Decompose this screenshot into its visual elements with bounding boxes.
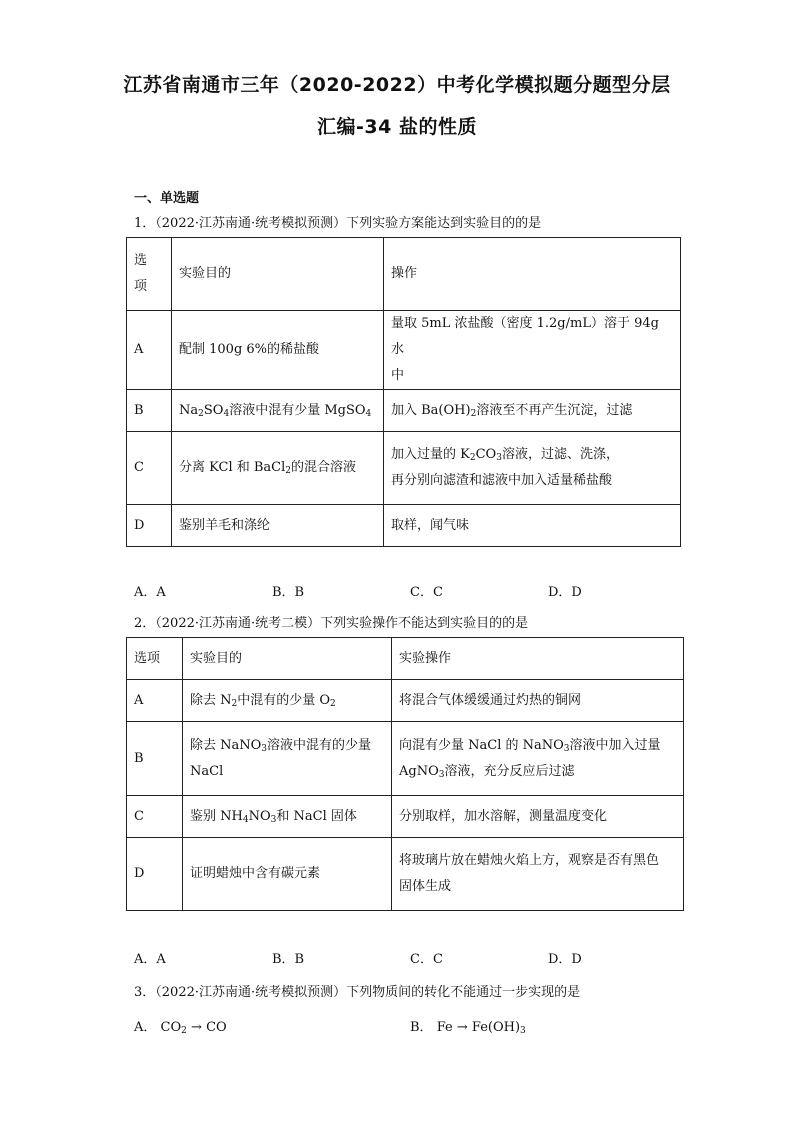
row-option: A: [127, 311, 172, 390]
row-goal: [183, 722, 392, 796]
row-operation: [384, 432, 681, 505]
arrow-icon: →: [456, 1020, 468, 1035]
row-goal: 配制 100g 6%的稀盐酸: [172, 311, 384, 390]
row-option: B: [127, 390, 172, 432]
header-operation: 操作: [384, 238, 681, 311]
choice-c[interactable]: C．C: [410, 952, 443, 967]
row-goal: 鉴别羊毛和涤纶: [172, 505, 384, 547]
table-row: [127, 432, 681, 505]
row-operation-line2: 固体生成: [399, 879, 452, 894]
header-option-line1: 选: [134, 253, 148, 268]
row-option: C: [127, 432, 172, 505]
table-row: [127, 838, 684, 911]
question-2-table: [126, 637, 684, 911]
header-option: 选项: [127, 638, 183, 680]
page-title-line2: 汇编-34 盐的性质: [317, 116, 477, 138]
row-option: D: [127, 838, 183, 911]
question-2-stem: 2．（2022·江苏南通·统考二模）下列实验操作不能达到实验目的的是: [134, 616, 529, 631]
row-option: A: [127, 680, 183, 722]
row-operation-line1: 向混有少量 NaCl 的 NaNO$_3$溶液中加入过量: [399, 737, 661, 754]
row-operation: 分别取样，加水溶解，测量温度变化: [392, 796, 684, 838]
table-row: [127, 722, 684, 796]
header-option-line2: 项: [134, 279, 148, 294]
question-3-stem: 3．（2022·江苏南通·统考模拟预测）下列物质间的转化不能通过一步实现的是: [134, 985, 581, 1000]
question-3-option-b[interactable]: B． $Fe \to Fe(OH)_3$: [410, 1020, 526, 1036]
header-goal: 实验目的: [183, 638, 392, 680]
page-title-line1: 江苏省南通市三年（2020-2022）中考化学模拟题分题型分层: [123, 74, 671, 96]
row-goal-line1: 除去 NaNO$_3$溶液中混有的少量: [190, 737, 372, 754]
table-row: [127, 505, 681, 547]
row-operation-line1: 将玻璃片放在蜡烛火焰上方，观察是否有黑色: [399, 853, 660, 868]
row-goal: $Na_2SO_4$溶液中混有少量 MgSO$_4$: [172, 390, 384, 432]
table-header-row: [127, 638, 684, 680]
header-option: [127, 238, 172, 311]
row-goal: 鉴别 $NH_4NO_3$和 NaCl 固体: [183, 796, 392, 838]
header-operation: 实验操作: [392, 638, 684, 680]
choice-a[interactable]: A．A: [134, 585, 166, 600]
table-row: [127, 311, 681, 390]
row-operation: [392, 838, 684, 911]
row-goal: 分离 KCl 和 BaCl$_2$的混合溶液: [172, 432, 384, 505]
choice-b[interactable]: B．B: [272, 952, 305, 967]
choice-c[interactable]: C．C: [410, 585, 443, 600]
row-operation-line1: 量取 5mL 浓盐酸（密度 1.2g/mL）溶于 94g 水: [391, 316, 659, 357]
row-operation: [392, 722, 684, 796]
row-operation: 将混合气体缓缓通过灼热的铜网: [392, 680, 684, 722]
row-goal: 除去 $N_2$中混有的少量 $O_2$: [183, 680, 392, 722]
table-row: [127, 390, 681, 432]
row-operation: 加入 $Ba(OH)_2$溶液至不再产生沉淀，过滤: [384, 390, 681, 432]
table-row: [127, 796, 684, 838]
choice-b[interactable]: B．B: [272, 585, 305, 600]
table-row: [127, 680, 684, 722]
row-option: C: [127, 796, 183, 838]
row-operation-line2: 再分别向滤渣和滤液中加入适量稀盐酸: [391, 473, 613, 488]
row-operation: 取样，闻气味: [384, 505, 681, 547]
row-operation: [384, 311, 681, 390]
choice-a[interactable]: A．A: [134, 952, 166, 967]
row-option: D: [127, 505, 172, 547]
row-operation-line2: AgNO$_3$溶液，充分反应后过滤: [399, 763, 575, 780]
question-1-stem: 1．（2022·江苏南通·统考模拟预测）下列实验方案能达到实验目的的是: [134, 216, 542, 231]
choice-d[interactable]: D．D: [548, 585, 582, 600]
row-option: B: [127, 722, 183, 796]
row-operation-line1: 加入过量的 $K_2CO_3$溶液，过滤、洗涤，: [391, 447, 619, 463]
question-1-table: [126, 237, 681, 547]
table-header-row: [127, 238, 681, 311]
arrow-icon: →: [191, 1020, 202, 1035]
choice-d[interactable]: D．D: [548, 952, 582, 967]
row-goal: 证明蜡烛中含有碳元素: [183, 838, 392, 911]
question-3-option-a[interactable]: A． $CO_2$ → CO: [134, 1020, 227, 1036]
row-operation-line2: 中: [391, 368, 405, 383]
section-heading: 一、单选题: [134, 191, 200, 206]
row-goal-line2: NaCl: [190, 763, 224, 779]
header-goal: 实验目的: [172, 238, 384, 311]
